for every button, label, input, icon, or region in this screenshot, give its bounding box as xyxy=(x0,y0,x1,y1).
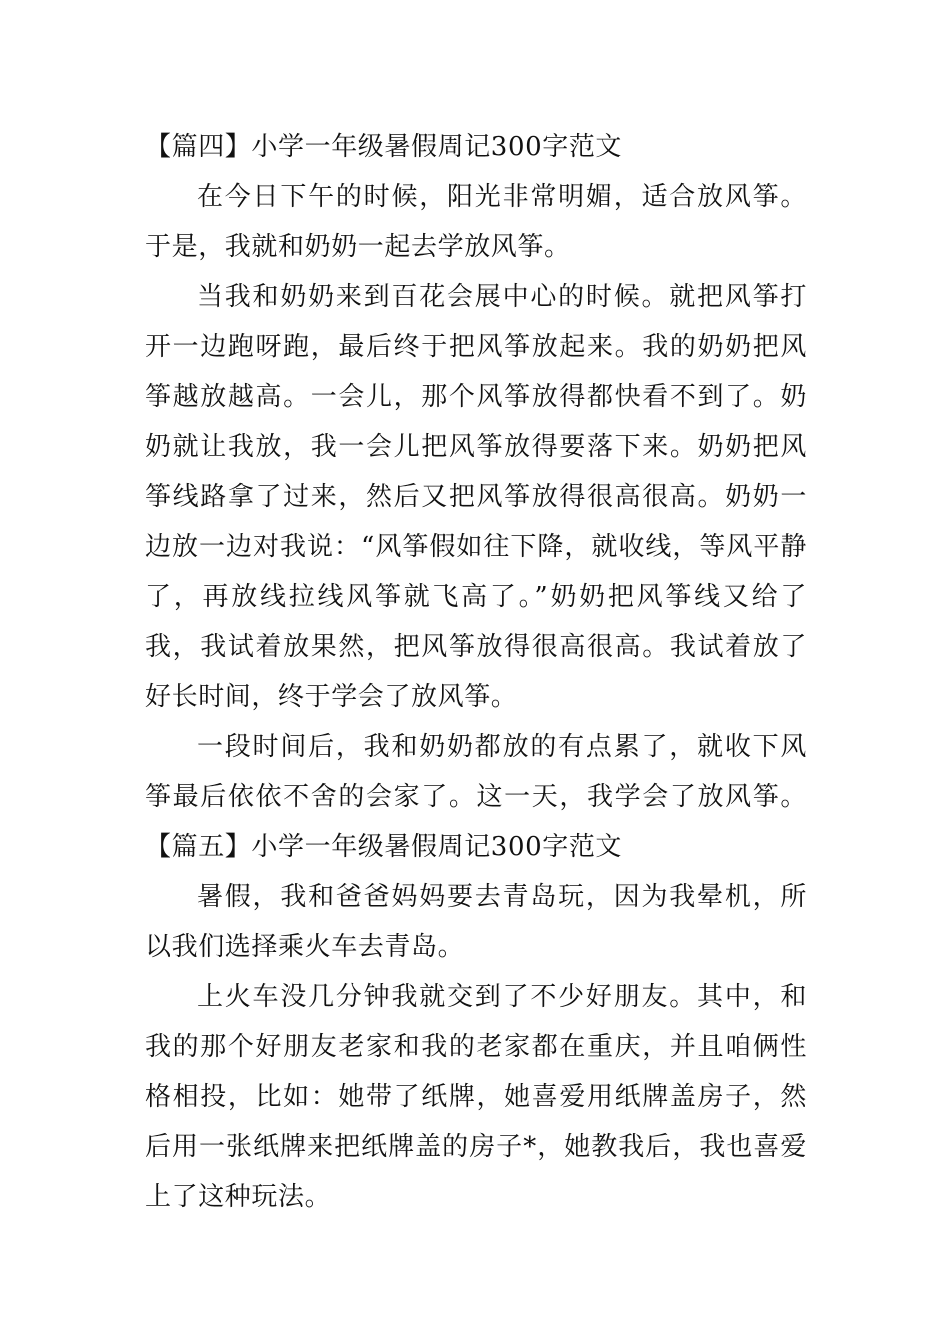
paragraph-5: 上火车没几分钟我就交到了不少好朋友。其中，和我的那个好朋友老家和我的老家都在重庆，并且咱俩性格相投，比如：她带了纸牌，她喜爱用纸牌盖房子，然后用一张纸牌来把纸牌盖的房子*，她教我后，我也喜爱上了这种玩法。 xyxy=(145,982,807,1212)
paragraph-2: 当我和奶奶来到百花会展中心的时候。就把风筝打开一边跑呀跑，最后终于把风筝放起来。我的奶奶把风筝越放越高。一会儿，那个风筝放得都快看不到了。奶奶就让我放，我一会儿把风筝放得要落下来。奶奶把风筝线路拿了过来，然后又把风筝放得很高很高。奶奶一边放一边对我说：“风筝假如往下降，就收线，等风平静了，再放线拉线风筝就飞高了。”奶奶把风筝线又给了我，我试着放果然，把风筝放得很高很高。我试着放了好长时间，终于学会了放风筝。 xyxy=(145,282,807,712)
paragraph-3: 一段时间后，我和奶奶都放的有点累了，就收下风筝最后依依不舍的会家了。这一天，我学会了放风筝。【篇五】小学一年级暑假周记300字范文 xyxy=(145,732,807,862)
paragraph-4: 暑假，我和爸爸妈妈要去青岛玩，因为我晕机，所以我们选择乘火车去青岛。 xyxy=(145,882,807,962)
section-heading: 【篇四】小学一年级暑假周记300字范文 xyxy=(145,132,623,162)
document-body xyxy=(145,122,807,1222)
paragraph-1: 在今日下午的时候，阳光非常明媚，适合放风筝。于是，我就和奶奶一起去学放风筝。 xyxy=(145,182,807,262)
